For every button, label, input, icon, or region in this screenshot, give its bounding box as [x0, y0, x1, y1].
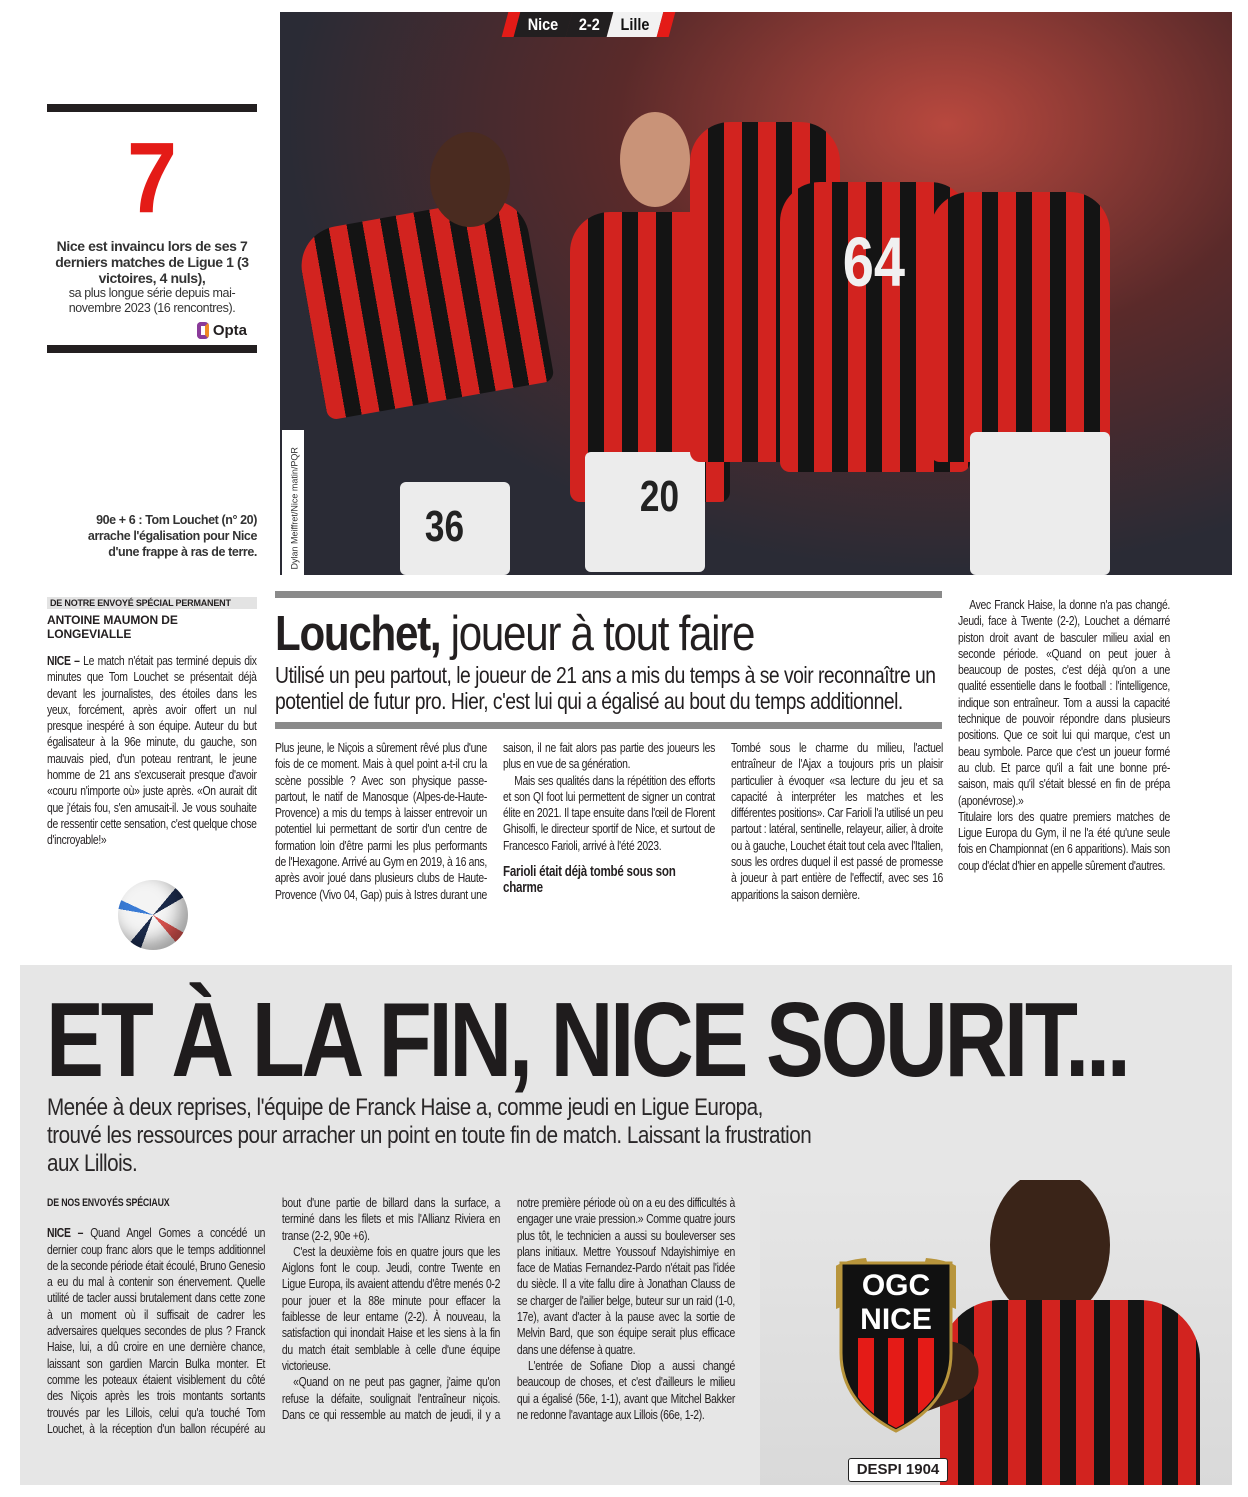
opta-logo: Opta: [47, 322, 247, 339]
away-team: Lille: [620, 15, 649, 34]
photo-credit: Dylan Meiffret/Nice matin/PQR: [282, 430, 304, 575]
article1-subhead: Farioli était déjà tombé sous son charme: [503, 864, 676, 897]
article1-col2: Plus jeune, le Niçois a sûrement rêvé plus d'une fois de ce moment. Mais à quel point a-t-il cru la scène possible ? Avec son physique passe-partout, le natif de Manosque (Alpes-de-Haute-Provence) a mis du temps à laisser entrevoir un potentiel lui permettant de sortir d'un centre de formation loin d'être parmi les plus performants de l'Hexagone. Arrivé au Gym en 2019, à 16 ans, après avoir joué dans plusieurs clubs de Haute-Provence (Vivo 04, Gap) puis à Istres durant une saison, il ne fait alors pas partie des joueurs les plus en vue de sa génération. Mais ses qualités dans la répétition des efforts et son QI foot lui permettent de signer un contrat élite en 2021. Il tape ensuite dans l'œil de Florent Ghisolfi, le directeur sportif de Nice, et surtout de Francesco Farioli, arrivé à l'été 2023. Farioli était déjà tombé sous son charme Tombé sous le charme du milieu, l'actuel entraîneur de l'Ajax a toujours pris un plaisir particulier à évoquer «sa lecture du jeu et sa capacité à interpréter les matches et les différentes positions». Car Farioli l'a utilisé un peu partout : latéral, sentinelle, relayeur, ailier, à droite ou à gauche, Louchet était tout cela avec l'Italien, sous les ordres duquel il est passé de promesse à joueur à part entière de l'effectif, avec ses 16 apparitions la saison dernière.: [275, 740, 943, 902]
article2-title: ET À LA FIN, NICE SOURIT...: [46, 981, 1128, 1099]
player-jersey: [940, 1300, 1200, 1485]
kicker: DE NOS ENVOYÉS SPÉCIAUX: [47, 1197, 170, 1209]
football-image: [118, 880, 188, 950]
ogc-nice-crest-logo: [836, 1253, 956, 1433]
article1-col5: Avec Franck Haise, la donne n'a pas changé. Jeudi, face à Twente (2-2), Louchet a démarré piston droit avant de basculer milieu axial en seconde période. «Quand on peut jouer à beaucoup de postes, c'est déjà qu'on a une qualité essentielle dans le football : l'intelligence, indique son entraîneur. Tom a aussi la capacité technique de pouvoir répondre dans plusieurs positions. Que ce soit lui qui marque, c'est un beau symbole. Parce que c'est un joueur formé au club. Et parce qu'il a fait une bonne pré-saison, mais qu'il s'était blessé en fin de prépa (aponévrose).» Titulaire lors des quatre premiers matches de Ligue Europa du Gym, il ne l'a été qu'une seule fois en Championnat (en 6 apparitions). Mais son coup d'éclat d'hier en appelle sûrement d'autres.: [958, 597, 1170, 873]
scoreboard: [502, 12, 675, 37]
opta-icon: [197, 322, 209, 339]
article2-columns: DE NOS ENVOYÉS SPÉCIAUX NICE – Quand Angel Gomes a concédé un dernier coup franc alors que le temps additionnel de la seconde période était écoulé, Bruno Genesio a eu du mal à contenir son énervement. Quelle utilité de tacler aussi brutalement dans cette zone à un moment où il suffisait de cadrer les adversaires quelques secondes de plus ? Franck Haise, lui, a dû croire en une dernière chance, laissant son gardien Marcin Bulka monter. Et comme les poteaux étaient visiblement du côté des Niçois après les trois montants sortants trouvés par les Lillois, celui qu'a touché Tom Louchet, à la réception d'un ballon récupéré au bout d'une partie de billard dans la surface, a terminé dans les filets et mis l'Allianz Riviera en transe (2-2, 90e +6). C'est la deuxième fois en quatre jours que les Aiglons font le coup. Jeudi, contre Twente en Ligue Europa, ils avaient attendu d'être menés 0-2 pour jouer et la 88e minute pour effacer la faiblesse de leur entame (2-2). À nouveau, la satisfaction qui inondait Haise et les siens à la fin du match était semblable à celle d'une équipe victorieuse. «Quand on ne peut pas gagner, j'aime qu'on refuse la défaite, soulignait l'entraîneur niçois. Dans ce qui ressemble au match de jeudi, il y a notre première période où on a eu des difficultés à engager une vraie pression.» Comme quatre jours plus tôt, le technicien a aussi su bouleverser ses plans initiaux. Mettre Youssouf Ndayishimiye en face de Matias Fernandez-Pardo n'était pas l'idée du siècle. Il a vite fallu dire à Jonathan Clauss de se charger de l'ailier belge, buteur sur un raid (1-0, 17e), avant d'acter à la pause avec la sortie de Melvin Bard, que son équipe serait plus efficace dans une défense à quatre. L'entrée de Sofiane Diop a aussi changé beaucoup de choses, et c'est d'ailleurs le milieu qui a égalisé (56e, 1-1), avant que Mitchel Bakker ne redonne l'avantage aux Lillois (66e, 1-2).: [47, 1195, 735, 1436]
home-team: Nice: [527, 15, 559, 34]
divider: [275, 591, 942, 598]
player-jersey: [930, 192, 1110, 462]
crest-text-ogc: OGC: [861, 1269, 931, 1302]
crest-text-nice: NICE: [860, 1303, 932, 1336]
kicker: DE NOTRE ENVOYÉ SPÉCIAL PERMANENT: [47, 597, 257, 609]
jersey-number-graphic: 64: [842, 223, 906, 301]
score: 2-2: [578, 15, 600, 34]
divider: [275, 722, 942, 729]
article1-title: Louchet, joueur à tout faire: [275, 607, 755, 661]
stat-box: [47, 104, 257, 353]
article1-col1: NICE – Le match n'était pas terminé depuis dix minutes que Tom Louchet se présentait déjà devant les journalistes, des étoiles dans les yeux, forcément, après avoir offert un nul presque inespéré à son équipe. Auteur du but égalisateur à la 96e minute, du gauche, son mauvais pied, d'un poteau rentrant, le jeune homme de 21 ans s'excuserait presque d'avoir «couru n'importe où» juste après. «On aurait dit que j'étais fou, s'en amusait-il. Je vous souhaite de ressentir cette sensation, c'est quelque chose d'incroyable!»: [47, 653, 257, 848]
divider: [47, 345, 257, 353]
stat-headline: Nice est invaincu lors de ses 7 derniers matches de Ligue 1 (3 victoires, 4 nuls),: [55, 238, 249, 286]
photo-caption: 90e + 6 : Tom Louchet (n° 20) arrache l'égalisation pour Nice d'une frappe à ras de terre.: [87, 513, 257, 559]
article1-byline: [47, 597, 257, 849]
player-jersey: [295, 193, 554, 420]
crest-motto: DESPI 1904: [848, 1458, 948, 1482]
article2-deck: Menée à deux reprises, l'équipe de Franck Haise a, comme jeudi en Ligue Europa, trouvé les ressources pour arracher un point en toute fin de match. Laissant la frustration aux Lillois.: [47, 1094, 812, 1177]
divider: [47, 104, 257, 112]
author: ANTOINE MAUMON DE LONGEVIALLE: [47, 613, 178, 641]
article1-deck: Utilisé un peu partout, le joueur de 21 ans a mis du temps à se voir reconnaître un potentiel de futur pro. Hier, c'est lui qui a égalisé au bout du temps additionnel.: [275, 662, 936, 714]
player-head: [620, 112, 690, 207]
jersey-number-graphic: 20: [639, 472, 680, 521]
player-head: [430, 132, 510, 227]
article1-header: [275, 591, 942, 729]
stat-detail: sa plus longue série depuis mai-novembre 2023 (16 rencontres).: [68, 286, 236, 315]
player-head: [990, 1180, 1110, 1320]
jersey-number-graphic: 36: [424, 502, 465, 551]
player-shorts: [970, 432, 1110, 575]
player-photo: [760, 1180, 1232, 1485]
stat-number: 7: [126, 122, 178, 234]
celebration-photo: [280, 12, 1232, 575]
